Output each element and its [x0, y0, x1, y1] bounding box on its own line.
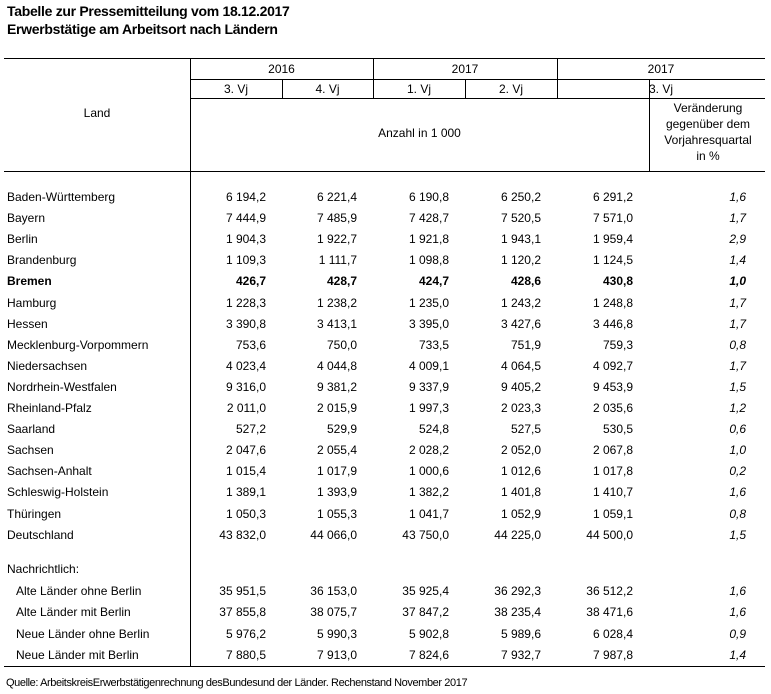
- value-cell: 428,7: [326, 274, 357, 288]
- value-cell: 1 052,9: [500, 507, 541, 521]
- value-cell: 5 989,6: [500, 627, 541, 641]
- source-note: Quelle: ArbeitskreisErwerbstätigenrechnung desBundesund der Länder. Rechenstand November 2017: [6, 677, 468, 689]
- value-cell: 7 428,7: [408, 211, 449, 225]
- value-cell: 5 902,8: [408, 627, 449, 641]
- change-cell: 0,6: [729, 422, 746, 436]
- value-cell: 430,8: [602, 274, 633, 288]
- change-cell: 0,9: [729, 627, 746, 641]
- value-cell: 9 316,0: [225, 380, 266, 394]
- value-cell: 1 120,2: [500, 253, 541, 267]
- header-year-2017: 2017: [647, 62, 675, 76]
- header-quarter-4-2016: 4. Vj: [315, 82, 340, 96]
- land-name: Hessen: [7, 317, 48, 331]
- value-cell: 2 023,3: [500, 401, 541, 415]
- top-rule: [4, 58, 765, 59]
- value-cell: 44 066,0: [310, 528, 357, 542]
- value-cell: 3 446,8: [592, 317, 633, 331]
- value-cell: 2 047,6: [225, 443, 266, 457]
- value-cell: 1 109,3: [225, 253, 266, 267]
- change-cell: 1,6: [729, 605, 746, 619]
- land-name: Thüringen: [7, 507, 62, 521]
- value-cell: 7 444,9: [225, 211, 266, 225]
- header-change-line: in %: [696, 149, 720, 163]
- value-cell: 6 221,4: [316, 190, 357, 204]
- land-name: Hamburg: [7, 296, 57, 310]
- value-cell: 1 921,8: [408, 232, 449, 246]
- change-cell: 1,6: [729, 584, 746, 598]
- value-cell: 37 847,2: [402, 605, 449, 619]
- change-cell: 1,7: [729, 317, 746, 331]
- value-cell: 4 092,7: [592, 359, 633, 373]
- land-name: Neue Länder ohne Berlin: [16, 627, 150, 641]
- land-name: Brandenburg: [7, 253, 77, 267]
- land-name: Nordrhein-Westfalen: [7, 380, 117, 394]
- change-cell: 1,7: [729, 211, 746, 225]
- value-cell: 1 382,2: [408, 485, 449, 499]
- value-cell: 1 015,4: [225, 464, 266, 478]
- value-cell: 1 997,3: [408, 401, 449, 415]
- value-cell: 38 075,7: [310, 605, 357, 619]
- value-cell: 6 250,2: [500, 190, 541, 204]
- value-cell: 36 512,2: [586, 584, 633, 598]
- value-cell: 1 389,1: [225, 485, 266, 499]
- value-cell: 733,5: [418, 338, 449, 352]
- change-cell: 1,6: [729, 190, 746, 204]
- change-cell: 1,4: [729, 253, 746, 267]
- value-cell: 2 067,8: [592, 443, 633, 457]
- land-name: Niedersachsen: [7, 359, 88, 373]
- value-cell: 759,3: [602, 338, 633, 352]
- land-name: Deutschland: [7, 528, 74, 542]
- value-cell: 3 395,0: [408, 317, 449, 331]
- land-name: Neue Länder mit Berlin: [16, 648, 139, 662]
- land-name: Sachsen: [7, 443, 54, 457]
- value-cell: 3 390,8: [225, 317, 266, 331]
- header-quarter-3-2016: 3. Vj: [223, 82, 248, 96]
- value-cell: 44 225,0: [494, 528, 541, 542]
- value-cell: 36 292,3: [494, 584, 541, 598]
- value-cell: 750,0: [326, 338, 357, 352]
- value-cell: 2 028,2: [408, 443, 449, 457]
- value-cell: 1 012,6: [500, 464, 541, 478]
- value-cell: 5 990,3: [316, 627, 357, 641]
- value-cell: 1 055,3: [316, 507, 357, 521]
- value-cell: 7 571,0: [592, 211, 633, 225]
- value-cell: 6 190,8: [408, 190, 449, 204]
- change-cell: 1,0: [729, 274, 746, 288]
- land-name: Schleswig-Holstein: [7, 485, 109, 499]
- nachrichtlich-label: Nachrichtlich:: [7, 562, 80, 576]
- header-year-2016: 2016: [268, 62, 295, 76]
- value-cell: 2 052,0: [500, 443, 541, 457]
- value-cell: 9 405,2: [500, 380, 541, 394]
- value-cell: 7 913,0: [316, 648, 357, 662]
- value-cell: 7 520,5: [500, 211, 541, 225]
- value-cell: 38 235,4: [494, 605, 541, 619]
- value-cell: 1 922,7: [316, 232, 357, 246]
- land-name: Alte Länder ohne Berlin: [16, 584, 142, 598]
- title-line-2: Erwerbstätige am Arbeitsort nach Ländern: [7, 21, 278, 37]
- value-cell: 4 044,8: [316, 359, 357, 373]
- value-cell: 1 393,9: [316, 485, 357, 499]
- change-cell: 2,9: [729, 232, 746, 246]
- value-cell: 428,6: [510, 274, 541, 288]
- value-cell: 6 194,2: [225, 190, 266, 204]
- value-cell: 1 959,4: [592, 232, 633, 246]
- header-bottom-rule: [4, 171, 765, 172]
- land-name: Alte Länder mit Berlin: [16, 605, 131, 619]
- value-cell: 1 050,3: [225, 507, 266, 521]
- land-name: Bremen: [7, 274, 52, 288]
- value-cell: 2 011,0: [226, 401, 266, 415]
- value-cell: 1 098,8: [408, 253, 449, 267]
- value-cell: 7 880,5: [225, 648, 266, 662]
- value-cell: 9 453,9: [592, 380, 633, 394]
- value-cell: 1 235,0: [408, 296, 449, 310]
- value-cell: 1 401,8: [500, 485, 541, 499]
- change-cell: 0,8: [729, 507, 746, 521]
- value-cell: 1 904,3: [225, 232, 266, 246]
- land-name: Mecklenburg-Vorpommern: [7, 338, 149, 352]
- quarter-rule: [190, 98, 765, 99]
- land-name: Bayern: [7, 211, 46, 225]
- header-unit: Anzahl in 1 000: [378, 126, 461, 140]
- value-cell: 43 832,0: [219, 528, 266, 542]
- value-cell: 2 055,4: [316, 443, 357, 457]
- value-cell: 4 009,1: [408, 359, 449, 373]
- value-cell: 1 059,1: [592, 507, 633, 521]
- value-cell: 5 976,2: [225, 627, 266, 641]
- value-cell: 6 028,4: [592, 627, 633, 641]
- value-cell: 7 987,8: [592, 648, 633, 662]
- change-cell: 0,8: [729, 338, 746, 352]
- land-name: Saarland: [7, 422, 56, 436]
- value-cell: 1 000,6: [408, 464, 449, 478]
- header-quarter-3-2017: 3. Vj: [648, 82, 673, 96]
- value-cell: 1 111,7: [318, 253, 357, 267]
- header-change-line: gegenüber dem: [665, 117, 751, 131]
- value-cell: 37 855,8: [219, 605, 266, 619]
- change-cell: 1,5: [729, 528, 746, 542]
- value-cell: 753,6: [235, 338, 266, 352]
- table-bottom-rule: [4, 666, 765, 667]
- value-cell: 424,7: [418, 274, 449, 288]
- value-cell: 7 485,9: [316, 211, 357, 225]
- land-name: Berlin: [7, 232, 38, 246]
- value-cell: 7 932,7: [500, 648, 541, 662]
- value-cell: 1 943,1: [500, 232, 541, 246]
- value-cell: 2 015,9: [316, 401, 357, 415]
- value-cell: 9 381,2: [316, 380, 357, 394]
- value-cell: 1 017,8: [592, 464, 633, 478]
- header-change-line: Veränderung: [673, 101, 743, 115]
- value-cell: 1 228,3: [225, 296, 266, 310]
- value-cell: 36 153,0: [310, 584, 357, 598]
- header-year-2017: 2017: [451, 62, 479, 76]
- value-cell: 9 337,9: [408, 380, 449, 394]
- value-cell: 35 925,4: [402, 584, 449, 598]
- value-cell: 527,2: [235, 422, 266, 436]
- value-cell: 1 248,8: [592, 296, 633, 310]
- change-cell: 1,7: [729, 359, 746, 373]
- header-quarter-2-2017: 2. Vj: [498, 82, 523, 96]
- header-change-line: Vorjahresquartal: [664, 133, 752, 147]
- change-cell: 1,6: [729, 485, 746, 499]
- value-cell: 38 471,6: [586, 605, 633, 619]
- title-line-1: Tabelle zur Pressemitteilung vom 18.12.2017: [7, 3, 290, 19]
- value-cell: 530,5: [602, 422, 633, 436]
- column-divider-land: [190, 58, 191, 666]
- change-cell: 1,5: [729, 380, 746, 394]
- value-cell: 3 413,1: [316, 317, 357, 331]
- value-cell: 527,5: [510, 422, 541, 436]
- value-cell: 7 824,6: [408, 648, 449, 662]
- value-cell: 2 035,6: [592, 401, 633, 415]
- value-cell: 529,9: [326, 422, 357, 436]
- value-cell: 1 410,7: [592, 485, 633, 499]
- value-cell: 4 064,5: [500, 359, 541, 373]
- change-cell: 1,4: [729, 648, 746, 662]
- value-cell: 524,8: [418, 422, 449, 436]
- change-cell: 1,7: [729, 296, 746, 310]
- value-cell: 4 023,4: [225, 359, 266, 373]
- value-cell: 1 017,9: [316, 464, 357, 478]
- year-rule: [190, 79, 765, 80]
- land-name: Baden-Württemberg: [7, 190, 116, 204]
- change-cell: 0,2: [729, 464, 746, 478]
- value-cell: 1 041,7: [408, 507, 449, 521]
- land-name: Sachsen-Anhalt: [7, 464, 92, 478]
- value-cell: 44 500,0: [586, 528, 633, 542]
- value-cell: 751,9: [510, 338, 541, 352]
- value-cell: 43 750,0: [402, 528, 449, 542]
- value-cell: 1 124,5: [592, 253, 633, 267]
- change-cell: 1,2: [729, 401, 746, 415]
- header-quarter-1-2017: 1. Vj: [406, 82, 431, 96]
- land-name: Rheinland-Pfalz: [7, 401, 92, 415]
- value-cell: 6 291,2: [592, 190, 633, 204]
- header-land: Land: [83, 106, 111, 120]
- value-cell: 3 427,6: [500, 317, 541, 331]
- change-cell: 1,0: [729, 443, 746, 457]
- value-cell: 426,7: [235, 274, 266, 288]
- value-cell: 1 243,2: [500, 296, 541, 310]
- value-cell: 1 238,2: [316, 296, 357, 310]
- value-cell: 35 951,5: [219, 584, 266, 598]
